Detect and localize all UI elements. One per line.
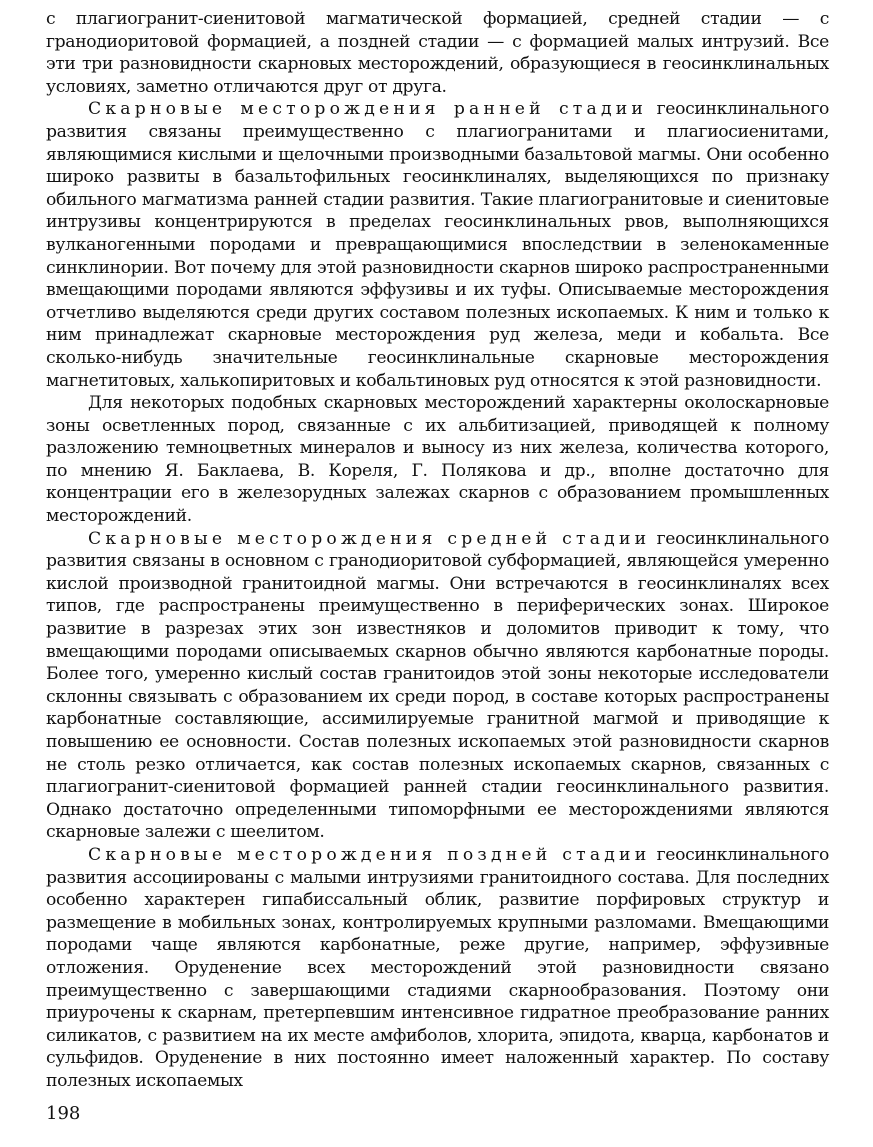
spaced-heading-late-stage: Скарновые месторождения поздней стадии bbox=[88, 844, 651, 865]
spaced-heading-middle-stage: Скарновые месторождения средней стадии bbox=[88, 528, 651, 549]
paragraph-text: геосинклинального развития связаны преимущественно с плагиогранитами и плагиосиенитами, являющимися кислыми и щелочными производными базальтовой магмы. Они особенно широко развиты в базальтофильных геосинклиналях, выделяющихся по признаку обильного магматизма ранней стадии развития. Такие плагиогранитовые и сиенитовые интрузивы концентрируются в пределах геосинклинальных рвов, выполняющихся вулканогенными породами и превращающимися впоследствии в зеленокаменные синклинории. Вот почему для этой разновидности скарнов широко распространенными вмещающими породами являются эффузивы и их туфы. Описываемые месторождения отчетливо выделяются среди других составом полезных ископаемых. К ним и только к ним принадлежат скарновые месторождения руд железа, меди и кобальта. Все сколько-нибудь значительные геосинклинальные скарновые месторождения магнетитовых, халькопиритовых и кобальтиновых руд относятся к этой разновидности. bbox=[46, 99, 829, 391]
paragraph-2 bbox=[46, 98, 829, 392]
paragraph-3 bbox=[46, 392, 829, 528]
paragraph-text: Для некоторых подобных скарновых месторождений характерны околоскарновые зоны осветленных пород, связанные с их альбитизацией, приводящей к полному разложению темноцветных минералов и выносу из них железа, количества которого, по мнению Я. Баклаева, В. Кореля, Г. Полякова и др., вполне достаточно для концентрации его в железорудных залежах скарнов с образованием промышленных месторождений. bbox=[46, 393, 829, 527]
body-text bbox=[46, 8, 829, 1093]
paragraph-text: геосинклинального развития ассоциированы с малыми интрузиями гранитоидного состава. Для последних особенно характерен гипабиссальный облик, развитие порфировых структур и размещение в мобильных зонах, контролируемых крупными разломами. Вмещающими породами чаще являются карбонатные, реже другие, например, эффузивные отложения. Оруденение всех месторождений этой разновидности связано преимущественно с завершающими стадиями скарнообразования. Поэтому они приурочены к скарнам, претерпевшим интенсивное гидратное преобразование ранних силикатов, с развитием на их месте амфиболов, хлорита, эпидота, кварца, карбонатов и сульфидов. Оруденение в них постоянно имеет наложенный характер. По составу полезных ископаемых bbox=[46, 844, 829, 1091]
page-number: 198 bbox=[46, 1103, 81, 1124]
paragraph-4 bbox=[46, 528, 829, 844]
paragraph-5 bbox=[46, 844, 829, 1093]
paragraph-text: с плагиогранит-сиенитовой магматической формацией, средней стадии — с гранодиоритовой формацией, а поздней стадии — с формацией малых интрузий. Все эти три разновидности скарновых месторождений, образующиеся в геосинклинальных условиях, заметно отличаются друг от друга. bbox=[46, 9, 829, 97]
paragraph-text: геосинклинального развития связаны в основном с гранодиоритовой субформацией, являющейся умеренно кислой производной гранитоидной магмы. Они встречаются в геосинклиналях всех типов, где распространены преимущественно в периферических зонах. Широкое развитие в разрезах этих зон известняков и доломитов приводит к тому, что вмещающими породами описываемых скарнов обычно являются карбонатные породы. Более того, умеренно кислый состав гранитоидов этой зоны некоторые исследователи склонны связывать с образованием их среди пород, в составе которых распространены карбонатные составляющие, ассимилируемые гранитной магмой и приводящие к повышению ее основности. Состав полезных ископаемых этой разновидности скарнов не столь резко отличается, как состав полезных ископаемых скарнов, связанных с плагиогранит-сиенитовой формацией ранней стадии геосинклинального развития. Однако достаточно определенными типоморфными ее месторождениями являются скарновые залежи с шеелитом. bbox=[46, 528, 829, 843]
spaced-heading-early-stage: Скарновые месторождения ранней стадии bbox=[88, 99, 648, 120]
paragraph-1 bbox=[46, 8, 829, 98]
